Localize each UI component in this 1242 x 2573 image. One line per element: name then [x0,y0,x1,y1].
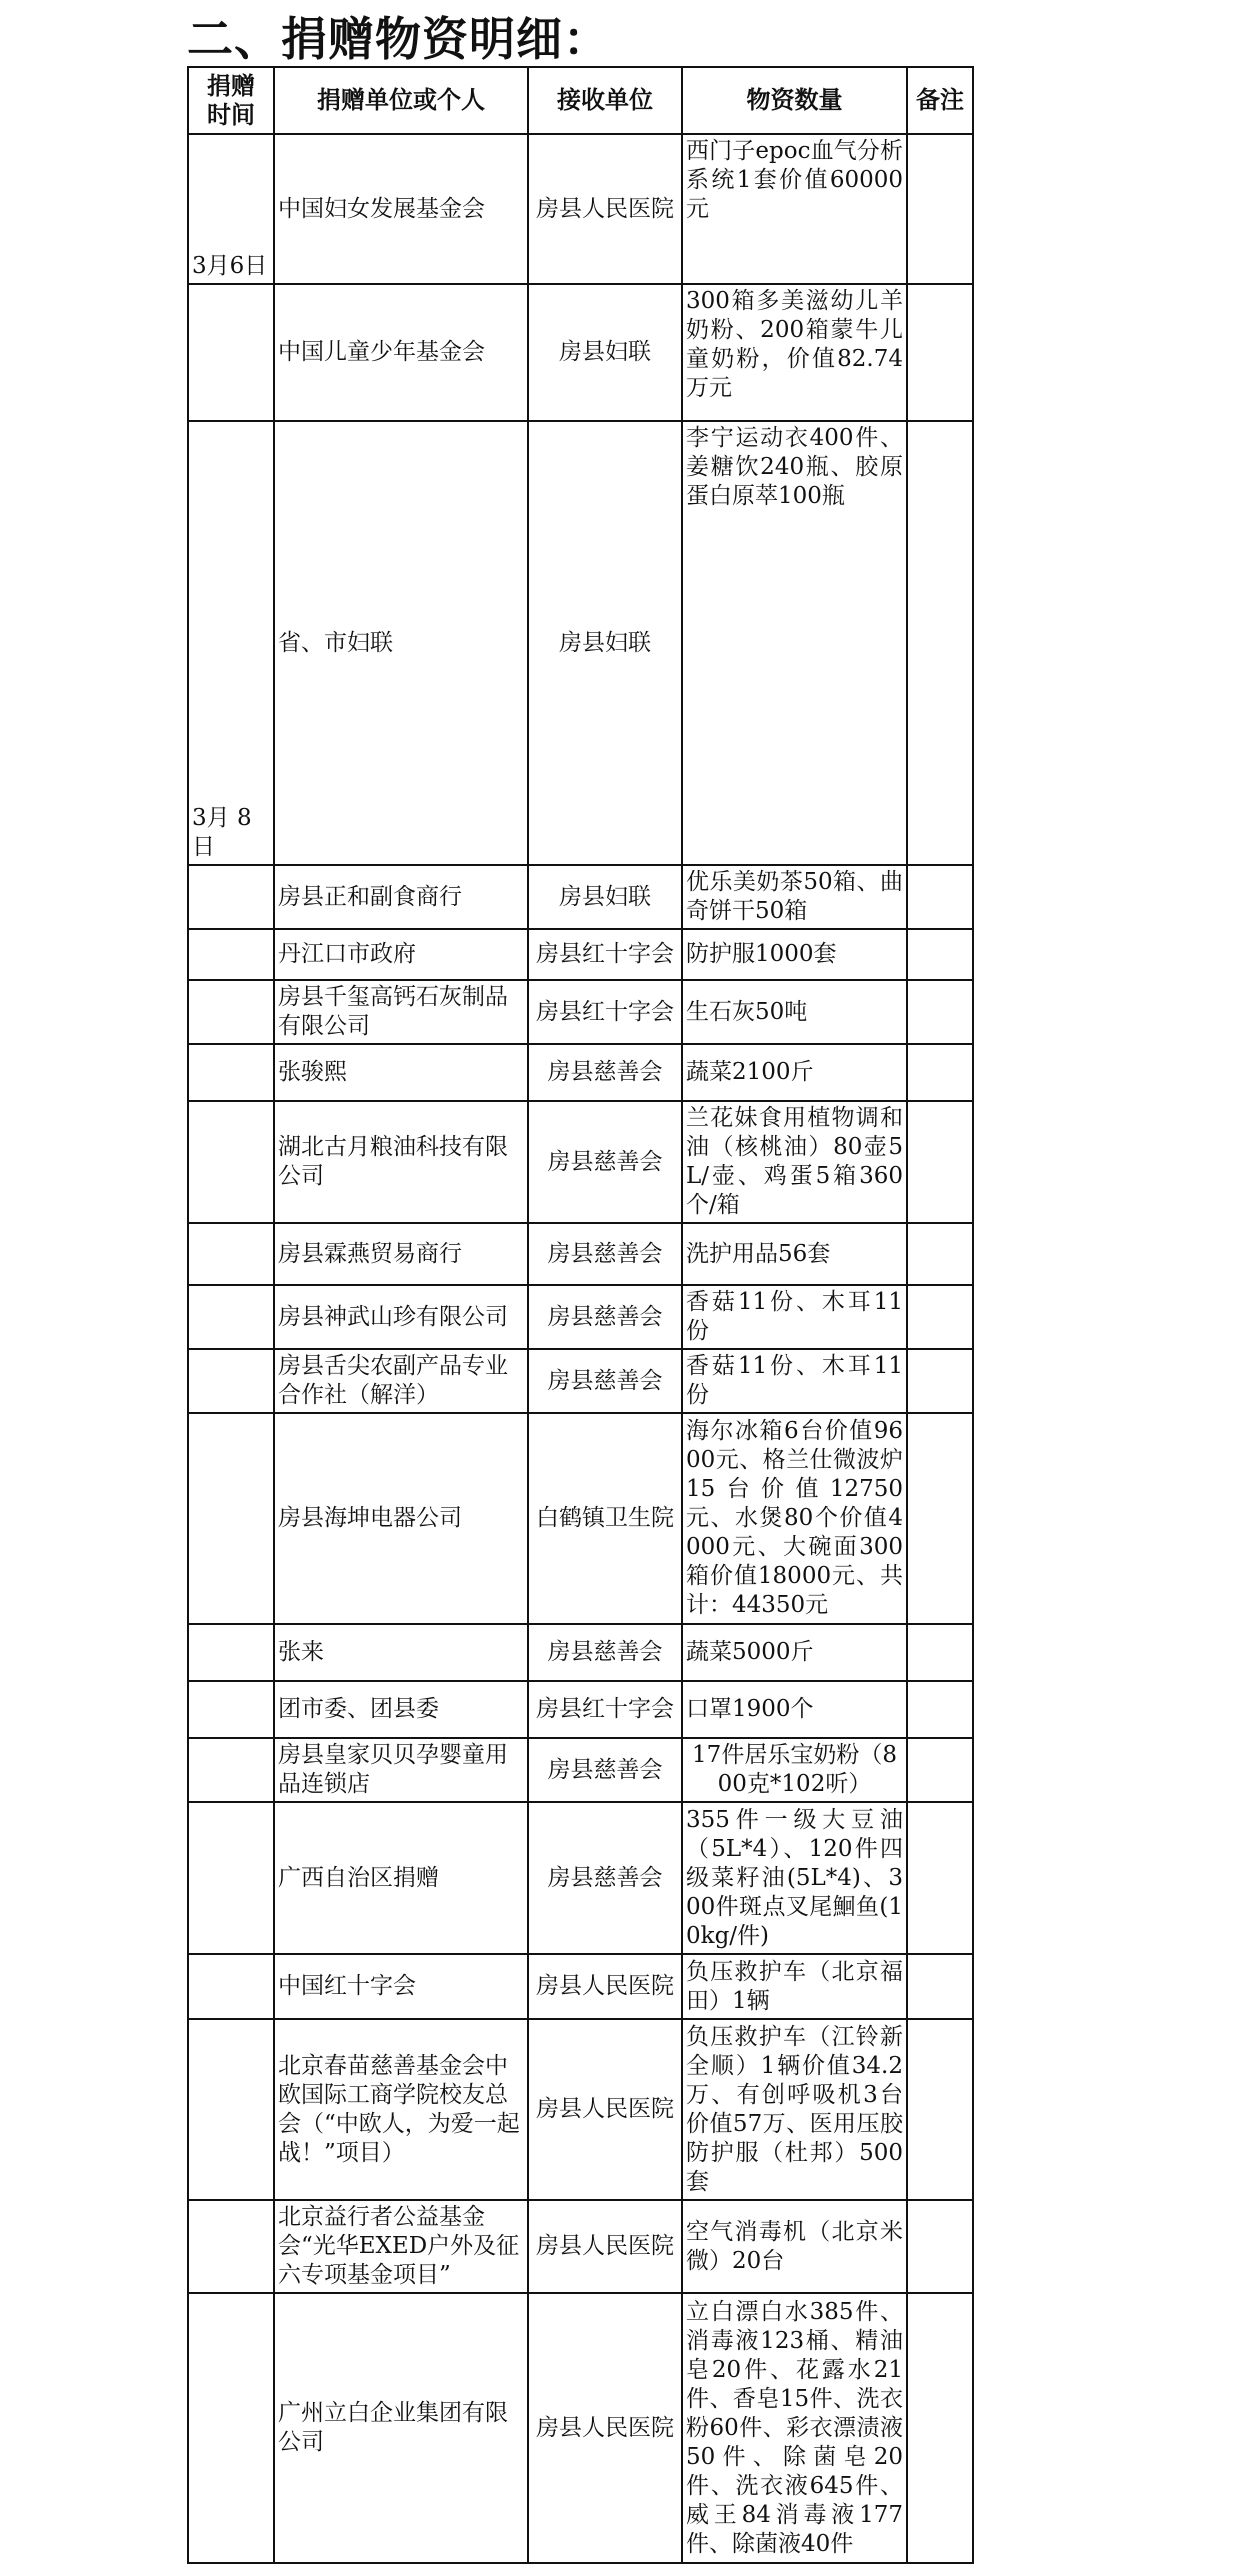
table-row [188,1285,973,1349]
cell-receiver: 房县红十字会 [528,1681,682,1738]
cell-donor: 房县海坤电器公司 [274,1413,528,1624]
table-row [188,421,973,865]
cell-date [188,865,274,929]
table-row [188,1349,973,1413]
header-date [188,67,274,134]
table-row [188,284,973,421]
cell-items: 355件一级大豆油（5L*4）、120件四级菜籽油(5L*4)、300件斑点叉尾鮰鱼(10kg/件) [682,1802,907,1954]
cell-note [907,284,973,421]
cell-note [907,865,973,929]
cell-donor: 房县霖燕贸易商行 [274,1223,528,1285]
cell-receiver: 房县人民医院 [528,134,682,284]
table-row [188,1954,973,2019]
cell-donor: 广西自治区捐赠 [274,1802,528,1954]
cell-donor: 团市委、团县委 [274,1681,528,1738]
table-row [188,1044,973,1101]
table-row [188,1101,973,1223]
header-donor: 捐赠单位或个人 [274,67,528,134]
cell-items: 防护服1000套 [682,929,907,980]
table-row [188,1223,973,1285]
cell-receiver: 房县慈善会 [528,1044,682,1101]
cell-receiver: 房县人民医院 [528,2293,682,2563]
cell-receiver: 房县妇联 [528,865,682,929]
cell-note [907,2019,973,2200]
section-heading: 二、捐赠物资明细： [187,12,610,66]
cell-items: 香菇11份、木耳11份 [682,1349,907,1413]
cell-items: 蔬菜5000斤 [682,1624,907,1681]
cell-note [907,1285,973,1349]
cell-donor: 房县舌尖农副产品专业合作社（解洋） [274,1349,528,1413]
cell-items: 17件居乐宝奶粉（800克*102听） [682,1738,907,1802]
cell-date [188,1681,274,1738]
cell-date [188,980,274,1044]
table-row [188,1413,973,1624]
cell-note [907,1101,973,1223]
cell-note [907,980,973,1044]
cell-donor: 中国儿童少年基金会 [274,284,528,421]
cell-items: 蔬菜2100斤 [682,1044,907,1101]
table-row [188,2293,973,2563]
cell-items: 香菇11份、木耳11份 [682,1285,907,1349]
cell-date [188,2200,274,2293]
cell-receiver: 房县慈善会 [528,1802,682,1954]
cell-receiver: 房县慈善会 [528,1738,682,1802]
cell-date [188,1413,274,1624]
cell-date [188,1044,274,1101]
cell-receiver: 房县人民医院 [528,2200,682,2293]
cell-date [188,929,274,980]
cell-donor: 丹江口市政府 [274,929,528,980]
cell-note [907,1223,973,1285]
cell-items: 负压救护车（江铃新全顺）1辆价值34.2万、有创呼吸机3台价值57万、医用压胶防护服（杜邦）500套 [682,2019,907,2200]
cell-donor: 中国妇女发展基金会 [274,134,528,284]
cell-donor: 房县千玺高钙石灰制品有限公司 [274,980,528,1044]
cell-date [188,1624,274,1681]
header-receiver: 接收单位 [528,67,682,134]
page-bottom-edge [0,2567,1242,2573]
cell-items: 优乐美奶茶50箱、曲奇饼干50箱 [682,865,907,929]
header-date-line1: 捐赠 [207,71,255,100]
cell-date [188,1223,274,1285]
cell-note [907,1413,973,1624]
cell-date [188,1349,274,1413]
cell-note [907,929,973,980]
cell-note [907,1738,973,1802]
cell-donor: 北京春苗慈善基金会中欧国际工商学院校友总会（“中欧人，为爱一起战！”项目） [274,2019,528,2200]
table-row [188,2200,973,2293]
cell-note [907,1349,973,1413]
cell-items: 兰花妹食用植物调和油（核桃油）80壶5L/壶、鸡蛋5箱360个/箱 [682,1101,907,1223]
cell-items: 李宁运动衣400件、姜糖饮240瓶、胶原蛋白原萃100瓶 [682,421,907,865]
cell-donor: 张来 [274,1624,528,1681]
cell-items: 立白漂白水385件、消毒液123桶、精油皂20件、花露水21件、香皂15件、洗衣粉60件、彩衣漂渍液50件、除菌皂20件、洗衣液645件、威王84消毒液177件、除菌液40件 [682,2293,907,2563]
table-row [188,929,973,980]
header-items: 物资数量 [682,67,907,134]
cell-donor: 北京益行者公益基金会“光华EXED户外及征六专项基金项目” [274,2200,528,2293]
cell-date [188,284,274,421]
cell-note [907,134,973,284]
cell-note [907,1802,973,1954]
cell-donor: 房县神武山珍有限公司 [274,1285,528,1349]
cell-note [907,1044,973,1101]
cell-donor: 张骏熙 [274,1044,528,1101]
table-row [188,865,973,929]
cell-date [188,1101,274,1223]
cell-date [188,2019,274,2200]
header-note: 备注 [907,67,973,134]
cell-receiver: 房县红十字会 [528,980,682,1044]
cell-date: 3月6日 [188,134,274,284]
cell-date [188,2293,274,2563]
cell-note [907,1681,973,1738]
cell-donor: 房县正和副食商行 [274,865,528,929]
table-row [188,1738,973,1802]
cell-receiver: 房县慈善会 [528,1285,682,1349]
cell-donor: 中国红十字会 [274,1954,528,2019]
cell-donor: 省、市妇联 [274,421,528,865]
cell-receiver: 房县慈善会 [528,1624,682,1681]
cell-donor: 房县皇家贝贝孕婴童用品连锁店 [274,1738,528,1802]
cell-receiver: 房县慈善会 [528,1223,682,1285]
cell-date [188,1954,274,2019]
cell-receiver: 房县妇联 [528,284,682,421]
cell-date [188,1285,274,1349]
cell-receiver: 房县人民医院 [528,2019,682,2200]
cell-items: 300箱多美滋幼儿羊奶粉、200箱蒙牛儿童奶粉，价值82.74万元 [682,284,907,421]
cell-receiver: 房县人民医院 [528,1954,682,2019]
cell-note [907,2200,973,2293]
table-row [188,2019,973,2200]
table-row [188,980,973,1044]
cell-items: 负压救护车（北京福田）1辆 [682,1954,907,2019]
cell-note [907,1954,973,2019]
cell-date [188,1738,274,1802]
cell-note [907,421,973,865]
cell-items: 西门子epoc血气分析系统1套价值60000元 [682,134,907,284]
table-row [188,134,973,284]
cell-items: 空气消毒机（北京米微）20台 [682,2200,907,2293]
table-row [188,1802,973,1954]
cell-donor: 湖北古月粮油科技有限公司 [274,1101,528,1223]
cell-receiver: 房县慈善会 [528,1349,682,1413]
cell-items: 生石灰50吨 [682,980,907,1044]
table-row [188,1624,973,1681]
donation-table [187,66,974,2564]
cell-items: 口罩1900个 [682,1681,907,1738]
cell-donor: 广州立白企业集团有限公司 [274,2293,528,2563]
cell-receiver: 房县红十字会 [528,929,682,980]
cell-receiver: 房县妇联 [528,421,682,865]
cell-note [907,1624,973,1681]
cell-date [188,1802,274,1954]
cell-items: 海尔冰箱6台价值9600元、格兰仕微波炉15台价值12750元、水煲80个价值4000元、大碗面300箱价值18000元、共计：44350元 [682,1413,907,1624]
header-date-line2: 时间 [207,100,255,129]
cell-receiver: 房县慈善会 [528,1101,682,1223]
cell-note [907,2293,973,2563]
cell-receiver: 白鹤镇卫生院 [528,1413,682,1624]
cell-items: 洗护用品56套 [682,1223,907,1285]
table-header-row [188,67,973,134]
cell-date: 3月 8日 [188,421,274,865]
table-row [188,1681,973,1738]
